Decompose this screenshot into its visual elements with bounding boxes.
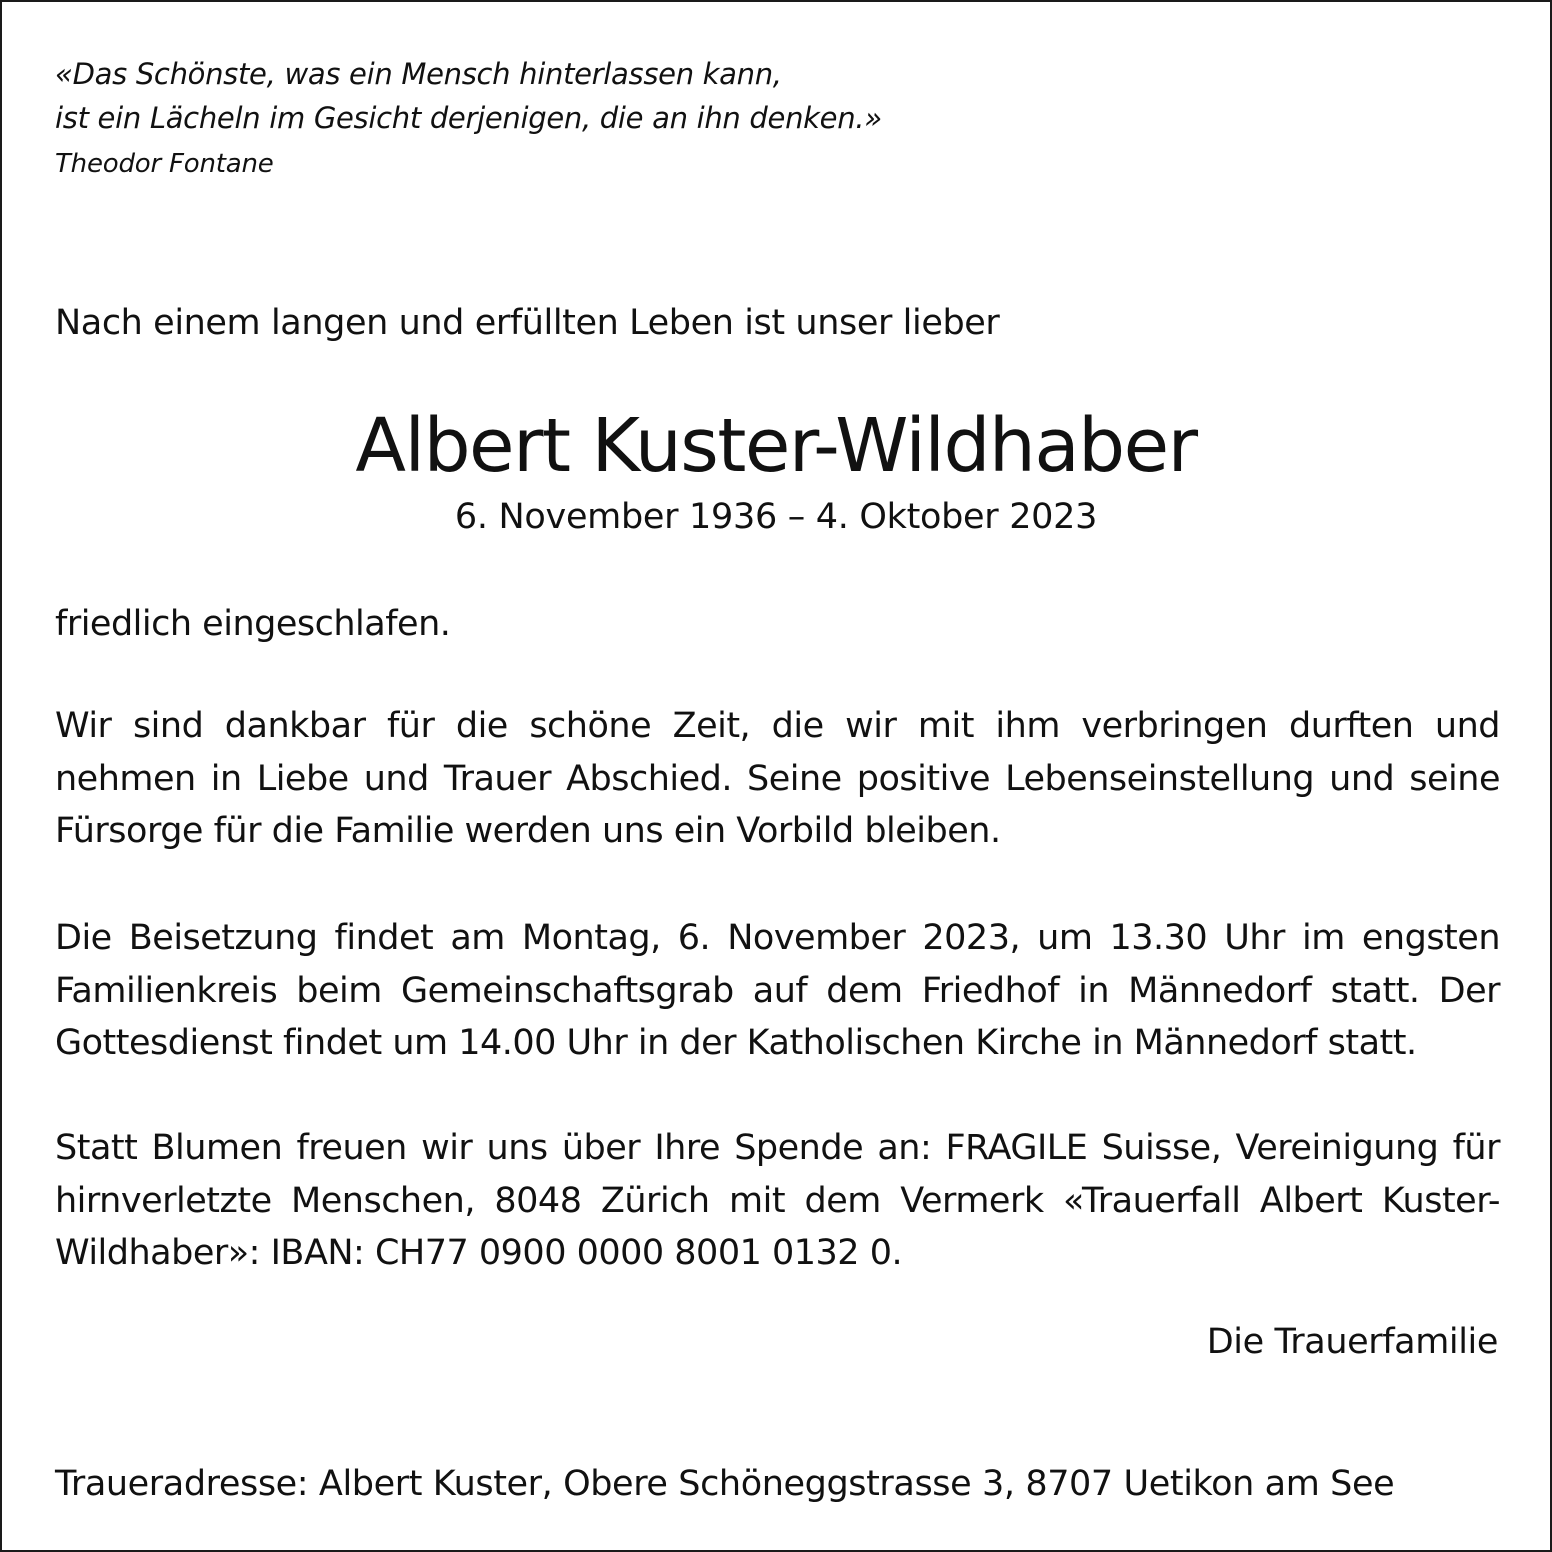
paragraph-asleep: friedlich eingeschlafen. [55, 604, 451, 644]
mourning-address: Traueradresse: Albert Kuster, Obere Schöneggstrasse 3, 8707 Uetikon am See [55, 1464, 1395, 1504]
paragraph-thanks: Wir sind dankbar für die schöne Zeit, die wir mit ihm verbringen durften und nehmen in Liebe und Trauer Abschied. Seine positive Lebenseinstellung und seine Fürsorge für die Familie werden uns ein Vorbild bleiben. [55, 706, 1500, 851]
paragraph-burial: Die Beisetzung findet am Montag, 6. November 2023, um 13.30 Uhr im engsten Familienkreis beim Gemeinschaftsgrab auf dem Friedhof in Männedorf statt. Der Gottesdienst findet um 14.00 Uhr in der Katholischen Kirche in Männedorf statt. [55, 918, 1500, 1063]
paragraph-donation: Statt Blumen freuen wir uns über Ihre Spende an: FRAGILE Suisse, Vereinigung für hirnverletzte Menschen, 8048 Zürich mit dem Vermerk «Trauerfall Albert Kuster-Wildhaber»: IBAN: CH77 0900 0000 8001 0132 0. [55, 1128, 1500, 1273]
life-dates: 6. November 1936 – 4. Oktober 2023 [454, 497, 1098, 537]
deceased-name: Albert Kuster-Wildhaber [355, 403, 1197, 489]
intro-text: Nach einem langen und erfüllten Leben ist unser lieber [55, 303, 1000, 343]
quote-block [55, 52, 1155, 182]
signature: Die Trauerfamilie [1206, 1322, 1498, 1362]
quote-line-1: «Das Schönste, was ein Mensch hinterlassen kann, [55, 57, 782, 91]
quote-author: Theodor Fontane [55, 149, 274, 179]
quote-line-2: ist ein Lächeln im Gesicht derjenigen, die an ihn denken.» [55, 101, 882, 135]
